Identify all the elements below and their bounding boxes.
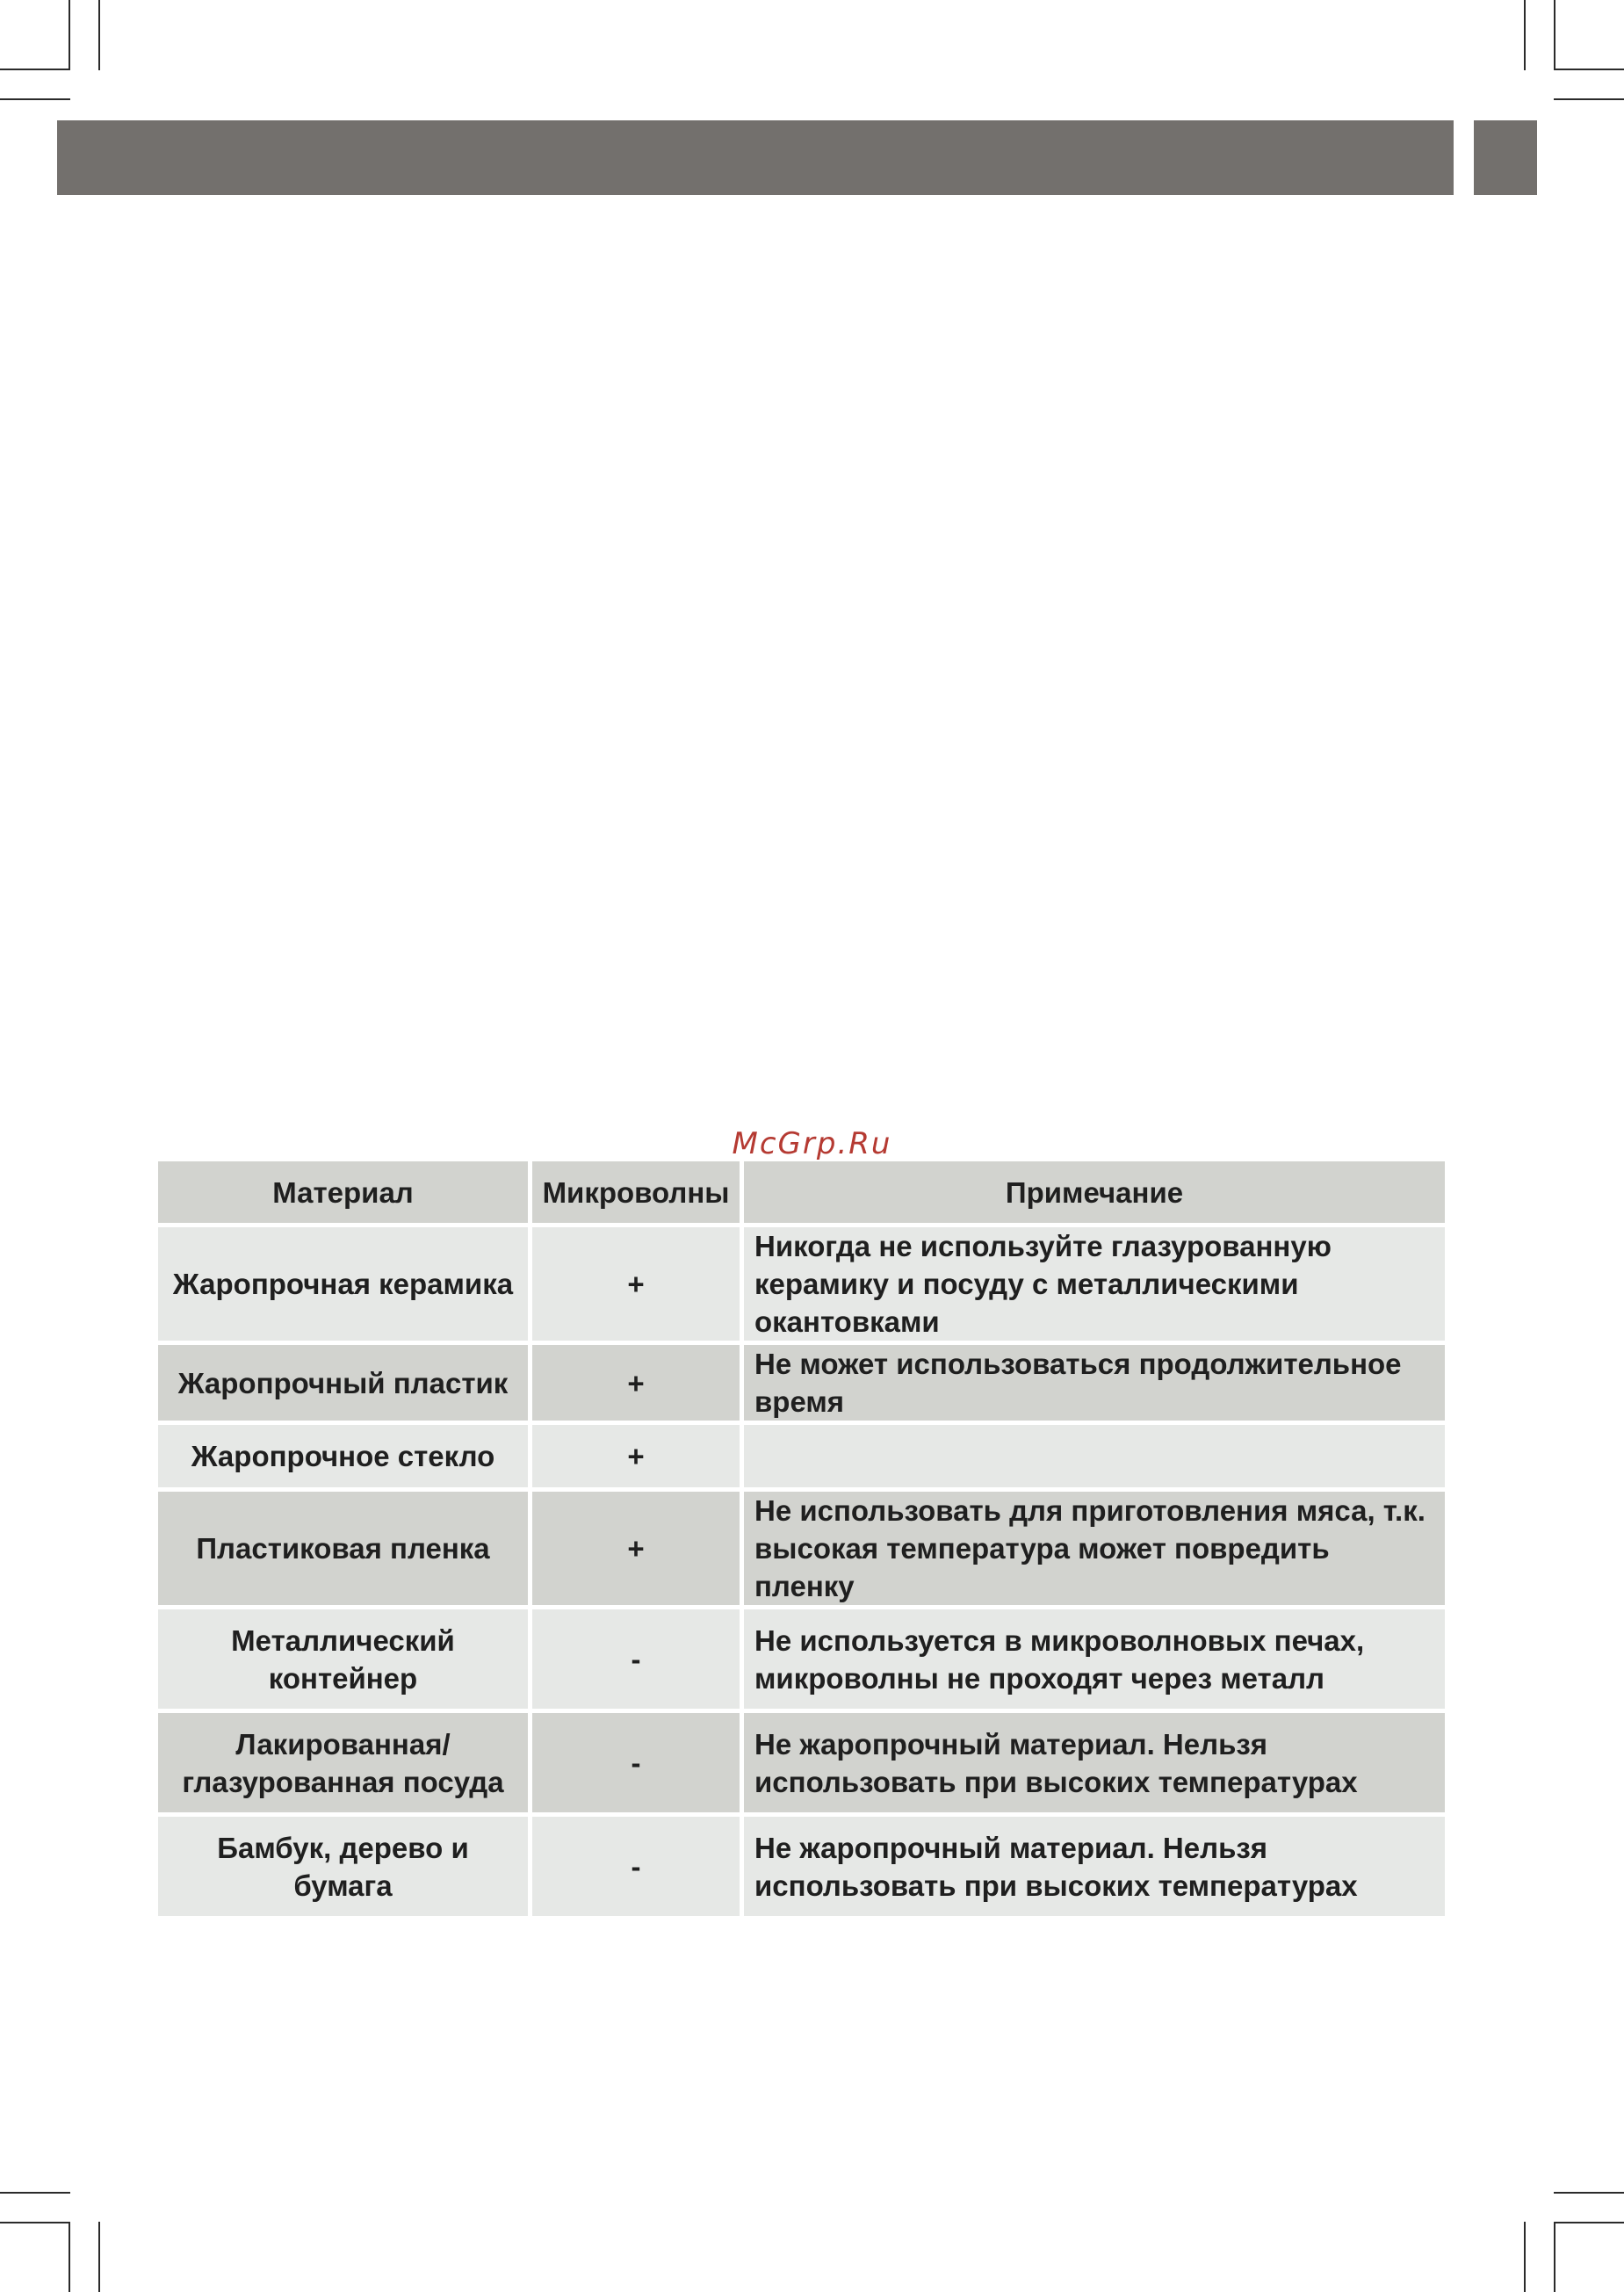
- cell-material: Жаропрочная керамика: [158, 1227, 532, 1345]
- crop-mark: [98, 2222, 100, 2292]
- table-row: [158, 1713, 1445, 1817]
- crop-mark: [0, 2222, 70, 2223]
- crop-mark: [1554, 98, 1624, 100]
- crop-mark: [1554, 69, 1624, 70]
- cell-material: Лакированная/ глазурованная посуда: [158, 1713, 532, 1817]
- crop-mark: [0, 98, 70, 100]
- crop-mark: [69, 0, 70, 70]
- crop-mark: [98, 0, 100, 70]
- crop-mark: [1554, 2192, 1624, 2194]
- materials-table: [158, 1161, 1445, 1920]
- column-header-microwave: Микроволны: [532, 1161, 744, 1227]
- table-row: [158, 1227, 1445, 1345]
- cell-microwave: -: [532, 1817, 744, 1920]
- crop-mark: [1524, 0, 1526, 70]
- watermark: McGrp.Ru: [732, 1126, 892, 1161]
- crop-mark: [0, 69, 70, 70]
- cell-note: Не может использоваться продолжительное время: [744, 1345, 1445, 1425]
- table-row: [158, 1609, 1445, 1713]
- cell-material: Бамбук, дерево и бумага: [158, 1817, 532, 1920]
- cell-microwave: +: [532, 1345, 744, 1425]
- cell-note: [744, 1425, 1445, 1492]
- crop-mark: [69, 2222, 70, 2292]
- cell-material: Жаропрочное стекло: [158, 1425, 532, 1492]
- cell-material: Пластиковая пленка: [158, 1492, 532, 1609]
- header-page-tab: [1474, 120, 1537, 195]
- cell-note: Никогда не используйте глазурованную керамику и посуду с металлическими окантовками: [744, 1227, 1445, 1345]
- cell-note: Не используется в микроволновых печах, микроволны не проходят через металл: [744, 1609, 1445, 1713]
- table-row: [158, 1425, 1445, 1492]
- cell-note: Не использовать для приготовления мяса, т.к. высокая температура может повредить пленку: [744, 1492, 1445, 1609]
- cell-material: Жаропрочный пластик: [158, 1345, 532, 1425]
- cell-microwave: +: [532, 1227, 744, 1345]
- table-header-row: [158, 1161, 1445, 1227]
- cell-material: Металлический контейнер: [158, 1609, 532, 1713]
- cell-microwave: -: [532, 1713, 744, 1817]
- crop-mark: [0, 2192, 70, 2194]
- crop-mark: [1554, 2222, 1624, 2223]
- column-header-material: Материал: [158, 1161, 532, 1227]
- materials-table-container: [158, 1161, 1445, 1920]
- cell-note: Не жаропрочный материал. Нельзя использовать при высоких температурах: [744, 1713, 1445, 1817]
- cell-note: Не жаропрочный материал. Нельзя использовать при высоких температурах: [744, 1817, 1445, 1920]
- crop-mark: [1554, 2222, 1555, 2292]
- crop-mark: [1524, 2222, 1526, 2292]
- cell-microwave: +: [532, 1425, 744, 1492]
- header-bar: [57, 120, 1454, 195]
- crop-mark: [1554, 0, 1555, 70]
- cell-microwave: -: [532, 1609, 744, 1713]
- cell-microwave: +: [532, 1492, 744, 1609]
- column-header-note: Примечание: [744, 1161, 1445, 1227]
- table-row: [158, 1492, 1445, 1609]
- table-row: [158, 1345, 1445, 1425]
- table-row: [158, 1817, 1445, 1920]
